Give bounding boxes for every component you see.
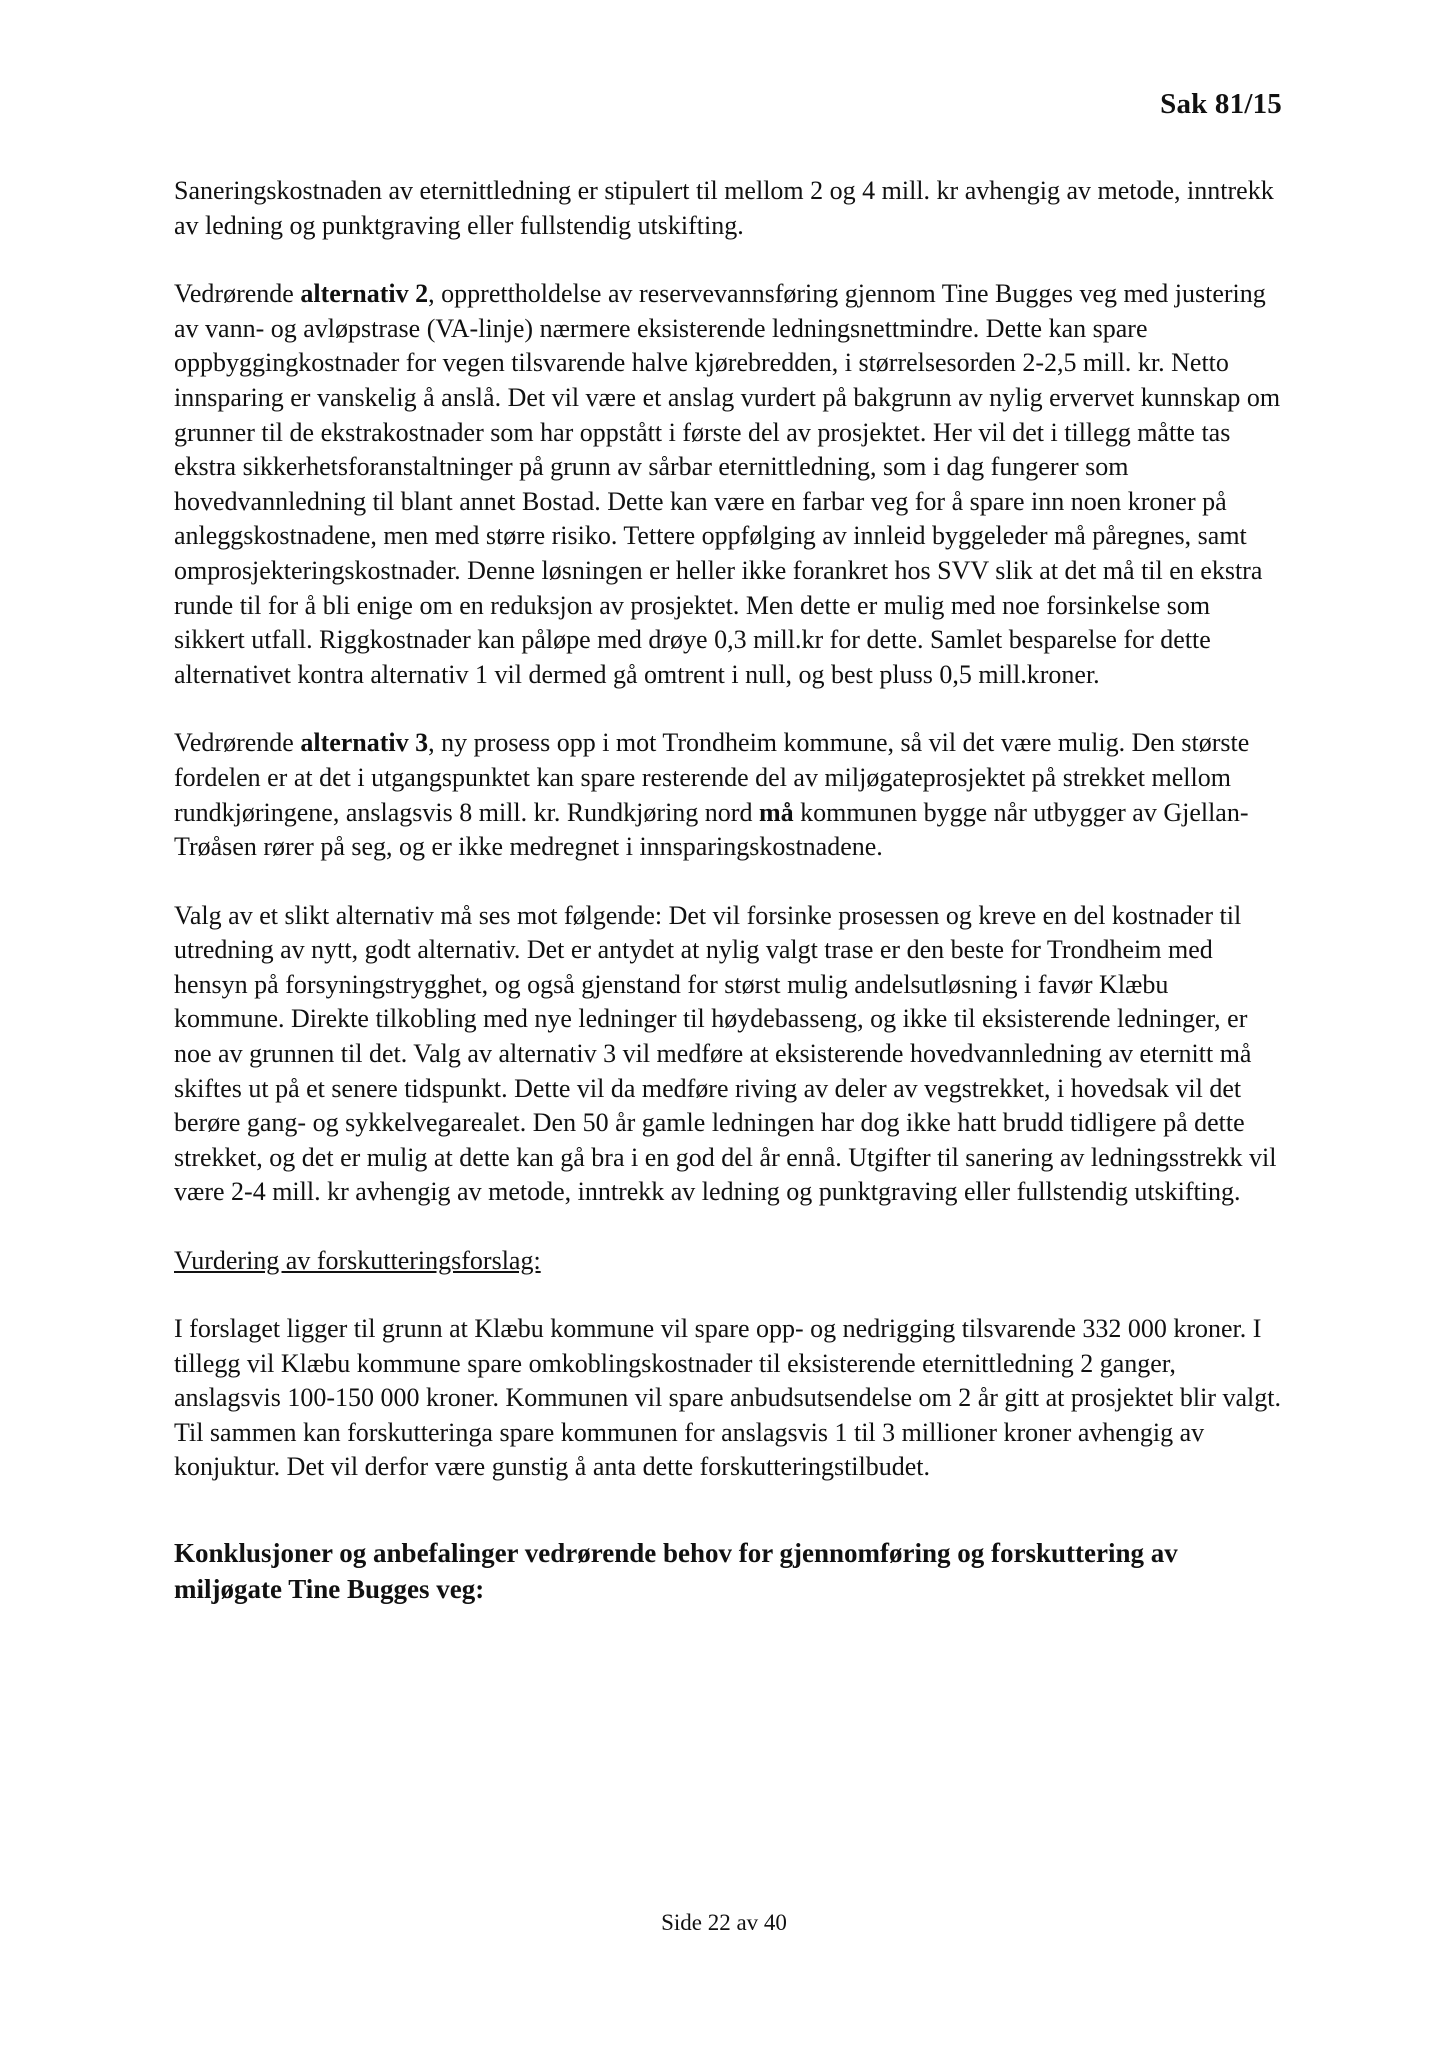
paragraph-alternativ-3	[174, 726, 1284, 864]
paragraph-lead: Vedrørende	[174, 728, 301, 758]
document-body	[174, 174, 1284, 1607]
paragraph-body: , ny prosess opp i mot Trondheim kommune, så vil det være mulig. Den største fordelen er at det i utgangspunktet kan spare resterende del av miljøgateprosjektet på strekket mellom rundkjøringene, anslagsvis 8 mill. kr. Rundkjøring nord	[174, 728, 1250, 827]
paragraph-valg-av-alternativ: Valg av et slikt alternativ må ses mot følgende: Det vil forsinke prosessen og kreve en del kostnader til utredning av nytt, godt alternativ. Det er antydet at nylig valgt trase er den beste for Trondheim med hensyn på forsyningstrygghet, og også gjenstand for størst mulig andelsutløsning i favør Klæbu kommune. Direkte tilkobling med nye ledninger til høydebasseng, og ikke til eksisterende ledninger, er noe av grunnen til det. Valg av alternativ 3 vil medføre at eksisterende hovedvannledning av eternitt må skiftes ut på et senere tidspunkt. Dette vil da medføre riving av deler av vegstrekket, i hovedsak vil det berøre gang- og sykkelvegarealet. Den 50 år gamle ledningen har dog ikke hatt brudd tidligere på dette strekket, og det er mulig at dette kan gå bra i en god del år ennå. Utgifter til sanering av ledningsstrekk vil være 2-4 mill. kr avhengig av metode, inntrekk av ledning og punktgraving eller fullstendig utskifting.	[174, 900, 1277, 1207]
emphasis-ma: må	[758, 797, 794, 827]
conclusion-heading: Konklusjoner og anbefalinger vedrørende behov for gjennomføring og forskuttering av miljøgate Tine Bugges veg:	[174, 1538, 1178, 1604]
page-number: Side 22 av 40	[661, 1910, 787, 1935]
paragraph-sanering: Saneringskostnaden av eternittledning er stipulert til mellom 2 og 4 mill. kr avhengig av metode, inntrekk av ledning og punktgraving eller fullstendig utskifting.	[174, 176, 1274, 240]
paragraph-forskuttering: I forslaget ligger til grunn at Klæbu kommune vil spare opp- og nedrigging tilsvarende 332 000 kroner. I tillegg vil Klæbu kommune spare omkoblingskostnader til eksisterende eternittledning 2 ganger, anslagsvis 100-150 000 kroner. Kommunen vil spare anbudsutsendelse om 2 år gitt at prosjektet blir valgt. Til sammen kan forskutteringa spare kommunen for anslagsvis 1 til 3 millioner kroner avhengig av konjuktur. Det vil derfor være gunstig å anta dette forskutteringstilbudet.	[174, 1314, 1281, 1482]
paragraph-alternativ-2	[174, 277, 1284, 692]
paragraph-lead: Vedrørende	[174, 279, 301, 309]
alternative-3-label: alternativ 3	[300, 728, 429, 758]
paragraph-body: , opprettholdelse av reservevannsføring gjennom Tine Bugges veg med justering av vann- og avløpstrase (VA-linje) nærmere eksisterende ledningsnettmindre. Dette kan spare oppbyggingkostnader for vegen tilsvarende halve kjørebredden, i størrelsesorden 2-2,5 mill. kr. Netto innsparing er vanskelig å anslå. Det vil være et anslag vurdert på bakgrunn av nylig ervervet kunnskap om grunner til de ekstrakostnader som har oppstått i første del av prosjektet. Her vil det i tillegg måtte tas ekstra sikkerhetsforanstaltninger på grunn av sårbar eternittledning, som i dag fungerer som hovedvannledning til blant annet Bostad. Dette kan være en farbar veg for å spare inn noen kroner på anleggskostnadene, men med større risiko. Tettere oppfølging av innleid byggeleder må påregnes, samt omprosjekteringskostnader. Denne løsningen er heller ikke forankret hos SVV slik at det må til en ekstra runde til for å bli enige om en reduksjon av prosjektet. Men dette er mulig med noe forsinkelse som sikkert utfall. Riggkostnader kan påløpe med drøye 0,3 mill.kr for dette. Samlet besparelse for dette alternativet kontra alternativ 1 vil dermed gå omtrent i null, og best pluss 0,5 mill.kroner.	[174, 279, 1281, 689]
alternative-2-label: alternativ 2	[300, 279, 429, 309]
case-reference: Sak 81/15	[1160, 88, 1282, 120]
section-heading-forskuttering: Vurdering av forskutteringsforslag:	[174, 1246, 541, 1276]
paragraph-tail: kommunen bygge når utbygger av Gjellan- Trøåsen rører på seg, og er ikke medregnet i innsparingskostnadene.	[174, 797, 1249, 862]
